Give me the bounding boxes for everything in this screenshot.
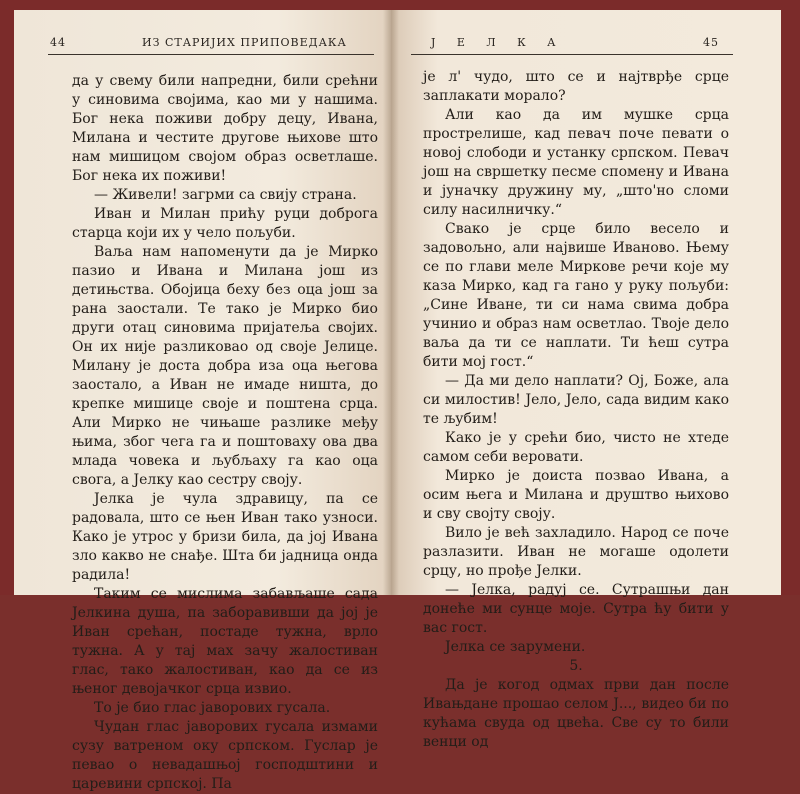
left-page	[14, 10, 391, 792]
right-page-number: 45	[703, 36, 719, 49]
paragraph: То је био глас јаворових гусала.	[94, 700, 331, 716]
section-number: 5.	[569, 658, 583, 674]
left-body-text	[72, 72, 378, 794]
paragraph: — Да ми дело наплати? Ој, Боже, ала си милостив! Јело, Јело, сада видим како те љубим!	[423, 373, 729, 427]
paragraph: — Јелка, радуј се. Сутрашњи дан донеће ми сунце моје. Сутра ћу бити у вас гост.	[423, 582, 729, 636]
paragraph: Јелка је чула здравицу, па се радовала, што се њен Иван тако узноси. Како је утрос у бризи била, да јој Ивана зло какво не снађе. Шта би јадница онда радила!	[72, 491, 378, 583]
paragraph: Ваља нам напоменути да је Мирко пазио и Ивана и Милана још из детињства. Обојица беху без оца још за рана заостали. Те тако је Мирко био други отац синовима пријатеља својих. Он их није разликовао од своје Јелице. Милану је доста добра иза оца његова заостало, а Иван не имаде ништа, до крепке мишице своје и поштена срца. Али Мирко не чињаше разлике међу њима, због чега га и поштоваху ова два млада човека и љубљаху га као оца свога, а Јелку као сестру своју.	[72, 244, 378, 488]
left-running-head: ИЗ СТАРИЈИХ ПРИПОВЕДАКА	[142, 36, 347, 49]
left-head-rule	[48, 54, 374, 55]
right-body-text	[423, 68, 729, 752]
paragraph: Вило је већ захладило. Народ се поче разлазити. Иван не могаше одолети срцу, но прође Јелки.	[423, 525, 729, 579]
right-head-rule	[411, 54, 733, 55]
paragraph: Чудан глас јаворових гусала измами сузу ватреном оку српском. Гуслар је певао о невадашњој господштини и царевини српској. Па	[72, 719, 378, 792]
paragraph: Таким се мислима забављаше сада Јелкина душа, па заборавивши да јој је Иван срећан, постаде тужна, врло тужна. А у тај мах зачу жалостиван глас, тако жалостиван, као да се из њеног девојачког срца извио.	[72, 586, 378, 697]
paragraph: Иван и Милан прићу руци доброга старца који их у чело пољуби.	[72, 206, 378, 241]
paragraph: Како је у срећи био, чисто не хтеде самом себи веровати.	[423, 430, 729, 465]
book-gutter	[383, 10, 399, 595]
paragraph: да у свему били напредни, били срећни у синовима својима, као ми у нашима. Бог нека поживи добру децу, Ивана, Милана и честите другове њихове што нам мишицом својом образ осветлаше. Бог нека их поживи!	[72, 73, 378, 184]
right-running-head: Ј Е Л К А	[431, 36, 565, 49]
paragraph: Али као да им мушке срца прострелише, кад певач поче певати о новој слободи и устанку српском. Певач још на свршетку песме спомену и Ивана и јуначку дружину му, „што'но сломи силу насилничку.“	[423, 107, 729, 218]
paragraph: Да је когод одмах први дан после Ивањдане прошао селом Ј..., видео би по кућама свуда од цвећа. Све су то били венци од	[423, 677, 729, 750]
right-page	[391, 10, 781, 750]
paragraph: Мирко је доиста позвао Ивана, а осим њега и Милана и друштво њихово и сву својту своју.	[423, 468, 729, 522]
paragraph: Јелка се зарумени.	[445, 639, 586, 655]
paragraph: је л' чудо, што се и најтврђе срце заплакати морало?	[423, 69, 729, 104]
paragraph: — Живели! загрми са свију страна.	[94, 187, 357, 203]
left-page-number: 44	[50, 36, 66, 49]
paragraph: Свако је срце било весело и задовољно, али највише Иваново. Њему се по глави меле Миркове речи које му каза Мирко, кад га гано у руку пољуби: „Сине Иване, ти си нама свима добра учинио и образ нам осветлао. Твоје дело ваља да ти се наплати. Ти ћеш сутра бити мој гост.“	[423, 221, 729, 370]
